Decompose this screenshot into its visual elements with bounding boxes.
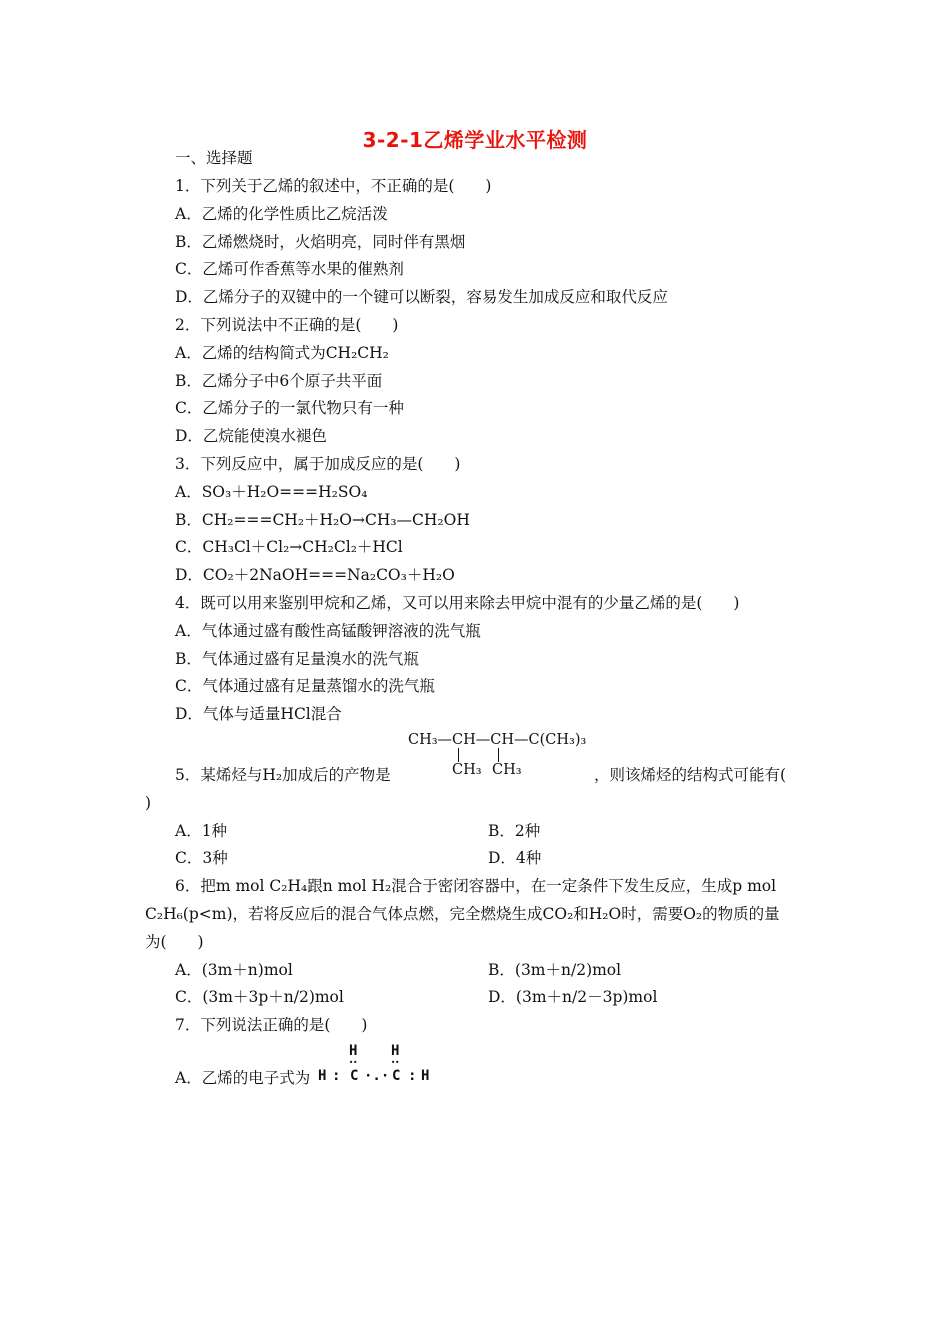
q4-stem: 4．既可以用来鉴别甲烷和乙烯，又可以用来除去甲烷中混有的少量乙烯的是( ) — [175, 594, 740, 612]
structural-formula — [408, 732, 586, 778]
q7-option-a-prefix: A．乙烯的电子式为 — [175, 1069, 311, 1087]
e-formula-c-right: C — [392, 1068, 401, 1084]
q6-stem-line1: 6．把m mol C₂H₄跟n mol H₂混合于密闭容器中，在一定条件下发生反应，生成p mol — [175, 877, 777, 895]
q5-option-b: B．2种 — [488, 822, 541, 840]
q1-option-a: A．乙烯的化学性质比乙烷活泼 — [175, 205, 388, 223]
q2-option-b: B．乙烯分子中6个原子共平面 — [175, 372, 383, 390]
e-formula-h-top-left: H — [349, 1043, 358, 1059]
q4-option-d: D．气体与适量HCl混合 — [175, 705, 342, 723]
q3-option-b: B．CH₂===CH₂＋H₂O→CH₃—CH₂OH — [175, 511, 470, 529]
q2-option-d: D．乙烷能使溴水褪色 — [175, 427, 327, 445]
section-heading: 一、选择题 — [175, 149, 253, 167]
q3-stem: 3．下列反应中，属于加成反应的是( ) — [175, 455, 461, 473]
q6-option-d: D．(3m＋n/2－3p)mol — [488, 988, 658, 1006]
q6-stem-line2: C₂H₆(p<m)，若将反应后的混合气体点燃，完全燃烧生成CO₂和H₂O时，需要O₂的物质的量 — [145, 905, 780, 923]
q5-option-c: C．3种 — [175, 849, 228, 867]
e-formula-pair-top-right: ·· — [391, 1055, 400, 1069]
e-formula-pair-right: : — [408, 1068, 417, 1084]
e-formula-double-pair: ·.· — [364, 1068, 390, 1084]
q6-option-c: C．(3m＋3p＋n/2)mol — [175, 988, 344, 1006]
q1-option-b: B．乙烯燃烧时，火焰明亮，同时伴有黑烟 — [175, 233, 466, 251]
branch-methyl-right: CH₃ — [492, 762, 522, 778]
q3-option-c: C．CH₃Cl＋Cl₂→CH₂Cl₂＋HCl — [175, 538, 403, 556]
q5-option-a: A．1种 — [175, 822, 228, 840]
branch-bond-left — [458, 748, 459, 762]
q7-stem: 7．下列说法正确的是( ) — [175, 1016, 368, 1034]
q2-stem: 2．下列说法中不正确的是( ) — [175, 316, 399, 334]
e-formula-h-left: H — [318, 1068, 327, 1084]
e-formula-c-left: C — [350, 1068, 359, 1084]
q2-option-a: A．乙烯的结构简式为CH₂CH₂ — [175, 344, 389, 362]
q4-option-b: B．气体通过盛有足量溴水的洗气瓶 — [175, 650, 419, 668]
q4-option-a: A．气体通过盛有酸性高锰酸钾溶液的洗气瓶 — [175, 622, 481, 640]
q3-option-d: D．CO₂＋2NaOH===Na₂CO₃＋H₂O — [175, 566, 455, 584]
branch-bond-right — [498, 748, 499, 762]
q5-stem-end: ，则该烯烃的结构式可能有( — [594, 766, 787, 784]
q6-option-b: B．(3m＋n/2)mol — [488, 961, 622, 979]
q5-stem-start: 5．某烯烃与H₂加成后的产物是 — [175, 766, 391, 784]
q1-stem: 1．下列关于乙烯的叙述中，不正确的是( ) — [175, 177, 492, 195]
e-formula-h-right: H — [421, 1068, 430, 1084]
q5-stem-wrap: ) — [145, 794, 152, 812]
q6-stem-line3: 为( ) — [145, 933, 204, 951]
structure-main-chain: CH₃—CH—CH—C(CH₃)₃ — [408, 732, 587, 748]
branch-methyl-left: CH₃ — [452, 762, 482, 778]
q4-option-c: C．气体通过盛有足量蒸馏水的洗气瓶 — [175, 677, 435, 695]
q6-option-a: A．(3m＋n)mol — [175, 961, 293, 979]
q1-option-d: D．乙烯分子的双键中的一个键可以断裂，容易发生加成反应和取代反应 — [175, 288, 668, 306]
q2-option-c: C．乙烯分子的一氯代物只有一种 — [175, 399, 404, 417]
e-formula-pair-top-left: ·· — [349, 1055, 358, 1069]
q1-option-c: C．乙烯可作香蕉等水果的催熟剂 — [175, 260, 404, 278]
q3-option-a: A．SO₃＋H₂O===H₂SO₄ — [175, 483, 368, 501]
q5-option-d: D．4种 — [488, 849, 542, 867]
e-formula-h-top-right: H — [391, 1043, 400, 1059]
page-title: 3-2-1乙烯学业水平检测 — [362, 128, 588, 152]
e-formula-pair-left: : — [332, 1068, 341, 1084]
